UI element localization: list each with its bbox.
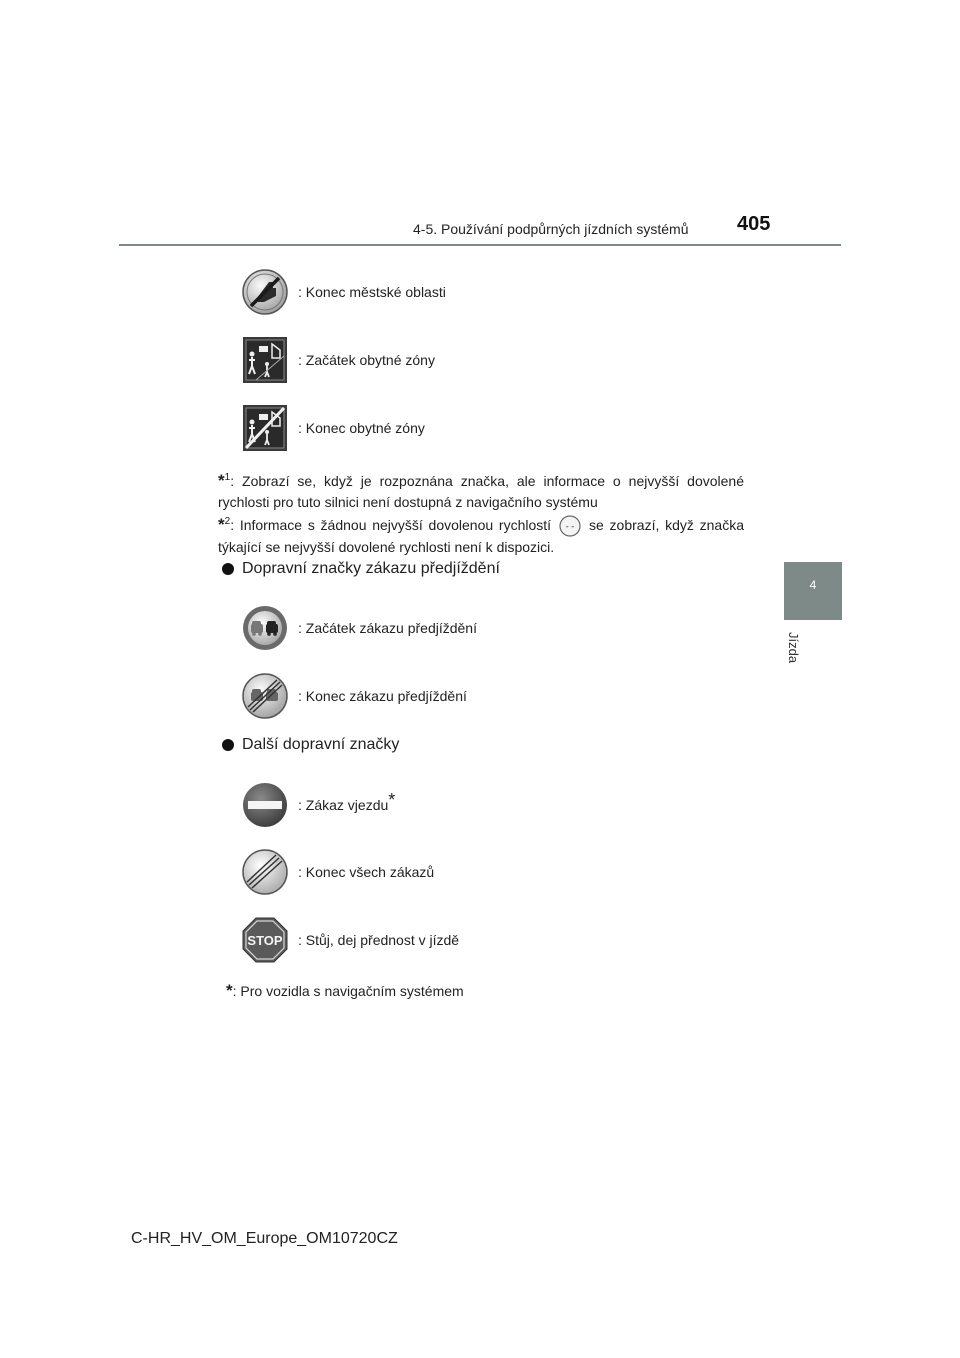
footnote-mark: *: [218, 515, 225, 534]
icon-glyph: - -: [565, 521, 575, 532]
residential-zone-end-sign-icon: [242, 404, 288, 452]
no-speed-limit-info-icon: [557, 515, 583, 537]
sign-row-no-entry: [242, 781, 395, 829]
stop-text: STOP: [247, 933, 283, 948]
sign-label: : Konec všech zákazů: [298, 864, 435, 880]
footnote-text-after: se zobrazí, když značka týkající se nejvyšší dovolené rychlosti není k dispozici.: [218, 517, 744, 556]
other-signs-heading: [222, 736, 399, 754]
sign-row-no-overtaking-start: [242, 604, 477, 652]
stop-sign-icon: [242, 916, 288, 964]
no-overtaking-sign-icon: [242, 604, 288, 652]
sign-row-no-overtaking-end: [242, 672, 467, 720]
navigation-footnote: [226, 980, 752, 1002]
footnote-text-before: : Informace s žádnou nejvyšší dovolenou rychlostí: [230, 517, 552, 533]
bullet-icon: [222, 563, 234, 575]
sign-label: : Začátek zákazu předjíždění: [298, 620, 477, 636]
sign-row-stop: [242, 916, 459, 964]
sign-row-residential-zone-start: [242, 336, 435, 384]
section-title: 4-5. Používání podpůrných jízdních systémů: [413, 221, 689, 237]
sign-label: : Konec zákazu předjíždění: [298, 688, 467, 704]
sign-row-residential-zone-end: [242, 404, 425, 452]
sign-label: : Konec městské oblasti: [298, 284, 446, 300]
label-text: : Zákaz vjezdu: [298, 797, 389, 813]
page-number: 405: [737, 213, 771, 235]
footnote-mark: *: [218, 471, 225, 490]
sign-row-end-urban-area: [242, 268, 446, 316]
footnote-2: [218, 511, 744, 558]
sign-label: : Konec obytné zóny: [298, 420, 425, 436]
no-entry-sign-icon: [242, 781, 288, 829]
footnote-1: [218, 467, 744, 513]
overtaking-heading: [222, 560, 500, 578]
end-all-prohibitions-sign-icon: [242, 848, 288, 896]
footnote-number: 2: [224, 516, 231, 527]
footnote-number: 1: [224, 472, 231, 483]
chapter-number: 4: [809, 578, 817, 592]
footnote-text: : Pro vozidla s navigačním systémem: [232, 983, 464, 999]
sign-row-end-all-prohibitions: [242, 848, 434, 896]
sign-label: [298, 790, 396, 813]
residential-zone-start-sign-icon: [242, 336, 288, 384]
header-divider: [119, 244, 841, 246]
sign-label: : Stůj, dej přednost v jízdě: [298, 932, 460, 948]
sign-label: : Začátek obytné zóny: [298, 352, 435, 368]
footnote-text: : Zobrazí se, když je rozpoznána značka, ale informace o nejvyšší dovolené rychlosti pro tuto silnici není dostupná z navigačního systému: [218, 473, 744, 510]
footnote-mark: *: [226, 981, 233, 1000]
heading-text: Dopravní značky zákazu předjíždění: [242, 560, 500, 577]
heading-text: Další dopravní značky: [242, 736, 400, 753]
document-code: C-HR_HV_OM_Europe_OM10720CZ: [131, 1230, 398, 1247]
end-no-overtaking-sign-icon: [242, 672, 288, 720]
bullet-icon: [222, 739, 234, 751]
footnote-star: *: [388, 790, 396, 811]
end-urban-area-sign-icon: [242, 268, 288, 316]
chapter-label: Jízda: [786, 632, 801, 664]
